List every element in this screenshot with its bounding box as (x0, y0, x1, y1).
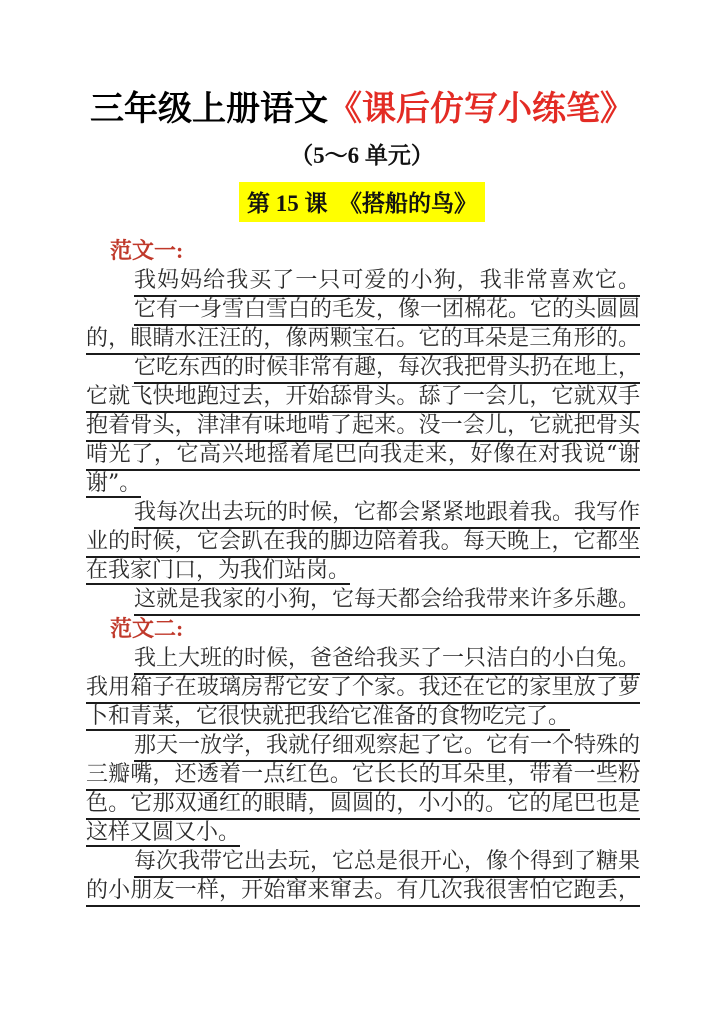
essay-line-text: 那天一放学，我就仔细观察起了它。它有一个特殊的 (134, 731, 640, 762)
essay-line (86, 673, 640, 702)
essay-line-text: 每次我带它出去玩，它总是很开心，像个得到了糖果 (134, 847, 640, 878)
essay-line-text: 我用箱子在玻璃房帮它安了个家。我还在它的家里放了萝 (86, 673, 640, 704)
page-title (0, 0, 724, 130)
essay-line (86, 556, 640, 585)
essay-line-text: 它吃东西的时候非常有趣，每次我把骨头扔在地上， (134, 353, 640, 384)
section-label: 范文二: (110, 616, 184, 641)
essay-line-text: 的，眼睛水汪汪的，像两颗宝石。它的耳朵是三角形的。 (86, 324, 640, 355)
essay-line-text: 它就飞快地跑过去，开始舔骨头。舔了一会儿，它就双手 (86, 382, 640, 413)
essay-line-text: 卜和青菜，它很快就把我给它准备的食物吃完了。 (86, 704, 571, 729)
essay-line (86, 440, 640, 469)
essay-line (86, 382, 640, 411)
essay-line (86, 498, 640, 527)
essay-line (86, 469, 640, 498)
essay-section (86, 614, 640, 905)
essay-line (86, 644, 640, 673)
page-title-course: 三年级上册语文 (90, 90, 328, 128)
essay-line-text: 这样又圆又小。 (86, 820, 241, 845)
essay-line-text: 色。它那双通红的眼睛，圆圆的，小小的。它的尾巴也是 (86, 789, 640, 820)
essay-line (86, 789, 640, 818)
essay-line (86, 818, 640, 847)
essay-line (86, 324, 640, 353)
essay-line (86, 847, 640, 876)
essay-line-text: 我妈妈给我买了一只可爱的小狗，我非常喜欢它。 (134, 266, 640, 297)
essay-line-text: 啃光了，它高兴地摇着尾巴向我走来，好像在对我说“谢 (86, 440, 640, 471)
essay-line-text: 我每次出去玩的时候，它都会紧紧地跟着我。我写作 (134, 498, 640, 529)
lesson-heading: 第 15 课 《搭船的鸟》 (239, 182, 485, 222)
page-title-topic: 《课后仿写小练笔》 (328, 90, 634, 128)
lesson-heading-row (0, 182, 724, 222)
essay-line-text: 的小朋友一样，开始窜来窜去。有几次我很害怕它跑丢， (86, 876, 640, 907)
essay-line (86, 527, 640, 556)
essay-line (86, 760, 640, 789)
essay-line-text: 它有一身雪白雪白的毛发，像一团棉花。它的头圆圆 (134, 295, 640, 326)
essay-line (86, 876, 640, 905)
essay-line-text: 我上大班的时候，爸爸给我买了一只洁白的小白兔。 (134, 644, 640, 675)
essay-line-text: 三瓣嘴，还透着一点红色。它长长的耳朵里，带着一些粉 (86, 760, 640, 791)
essay-line-text: 谢”。 (86, 471, 142, 496)
essay-line (86, 702, 640, 731)
essay-line (86, 266, 640, 295)
essay-line-text: 这就是我家的小狗，它每天都会给我带来许多乐趣。 (134, 585, 640, 616)
essay-line (86, 731, 640, 760)
essay-line-text: 抱着骨头，津津有味地啃了起来。没一会儿，它就把骨头 (86, 411, 640, 442)
essay-line (86, 411, 640, 440)
page-subtitle: （5～6 单元） (290, 143, 434, 168)
essay-section (86, 236, 640, 614)
essay-line (86, 353, 640, 382)
essay-line-text: 在我家门口，为我们站岗。 (86, 558, 351, 583)
essay-line (86, 295, 640, 324)
essay-line-text: 业的时候，它会趴在我的脚边陪着我。每天晚上，它都坐 (86, 527, 640, 558)
essay-sections (86, 236, 640, 905)
section-label: 范文一: (110, 238, 184, 263)
essay-line (86, 585, 640, 614)
